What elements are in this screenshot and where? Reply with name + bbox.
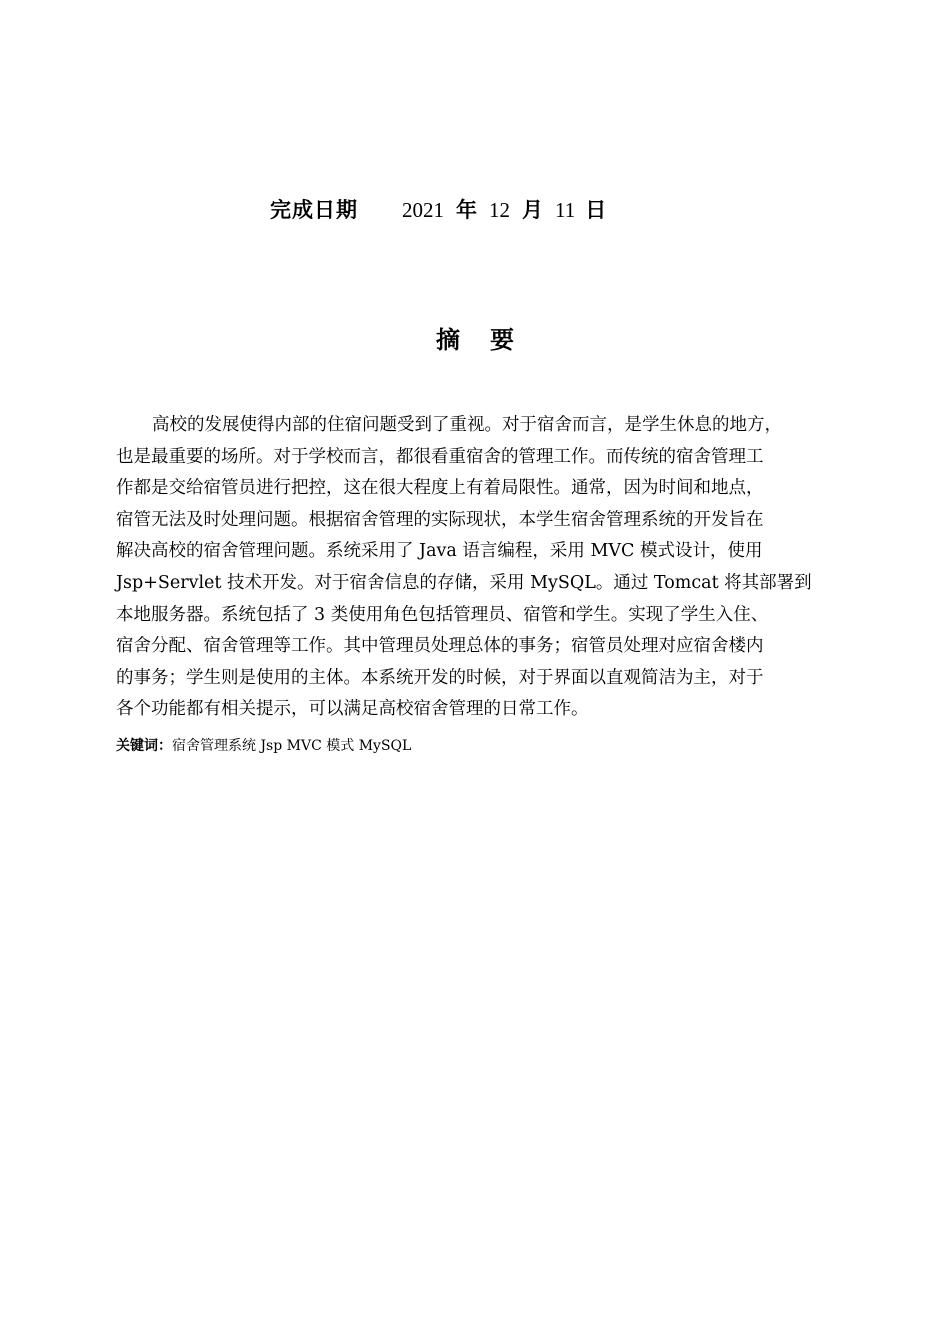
abstract-body <box>116 410 836 726</box>
abstract-line: 作都是交给宿管员进行把控，这在很大程度上有着局限性。通常，因为时间和地点， <box>116 478 764 499</box>
date-day: 11 <box>555 198 576 222</box>
abstract-heading <box>0 320 950 355</box>
abstract-line: 解决高校的宿舍管理问题。系统采用了 Java 语言编程，采用 MVC 模式设计，使用 <box>116 541 763 562</box>
date-year: 2021 <box>402 198 444 222</box>
date-month-unit: 月 <box>522 198 543 222</box>
abstract-line: 高校的发展使得内部的住宿问题受到了重视。对于宿舍而言，是学生休息的地方， <box>152 415 782 435</box>
abstract-line: 也是最重要的场所。对于学校而言，都很看重宿舍的管理工作。而传统的宿舍管理工 <box>116 446 764 467</box>
keywords <box>116 735 411 758</box>
abstract-line: 宿舍分配、宿舍管理等工作。其中管理员处理总体的事务；宿管员处理对应宿舍楼内 <box>116 636 764 657</box>
abstract-line: 的事务；学生则是使用的主体。本系统开发的时候，对于界面以直观简洁为主，对于 <box>116 667 764 688</box>
keywords-label: 关键词： <box>116 738 172 754</box>
date-month: 12 <box>489 198 510 222</box>
abstract-line: 各个功能都有相关提示，可以满足高校宿舍管理的日常工作。 <box>116 699 589 720</box>
abstract-line: 宿管无法及时处理问题。根据宿舍管理的实际现状，本学生宿舍管理系统的开发旨在 <box>116 509 764 530</box>
abstract-heading-char-1: 摘 <box>436 326 460 354</box>
abstract-line: 本地服务器。系统包括了 3 类使用角色包括管理员、宿管和学生。实现了学生入住、 <box>116 604 769 625</box>
abstract-line: Jsp+Servlet 技术开发。对于宿舍信息的存储，采用 MySQL。通过 Tomcat 将其部署到 <box>116 572 812 593</box>
date-label: 完成日期 <box>270 198 358 222</box>
date-day-unit: 日 <box>585 198 607 222</box>
date-year-unit: 年 <box>456 198 477 222</box>
completion-date <box>270 194 606 224</box>
abstract-heading-char-2: 要 <box>490 326 514 354</box>
keywords-text: 宿舍管理系统 Jsp MVC 模式 MySQL <box>172 738 412 754</box>
